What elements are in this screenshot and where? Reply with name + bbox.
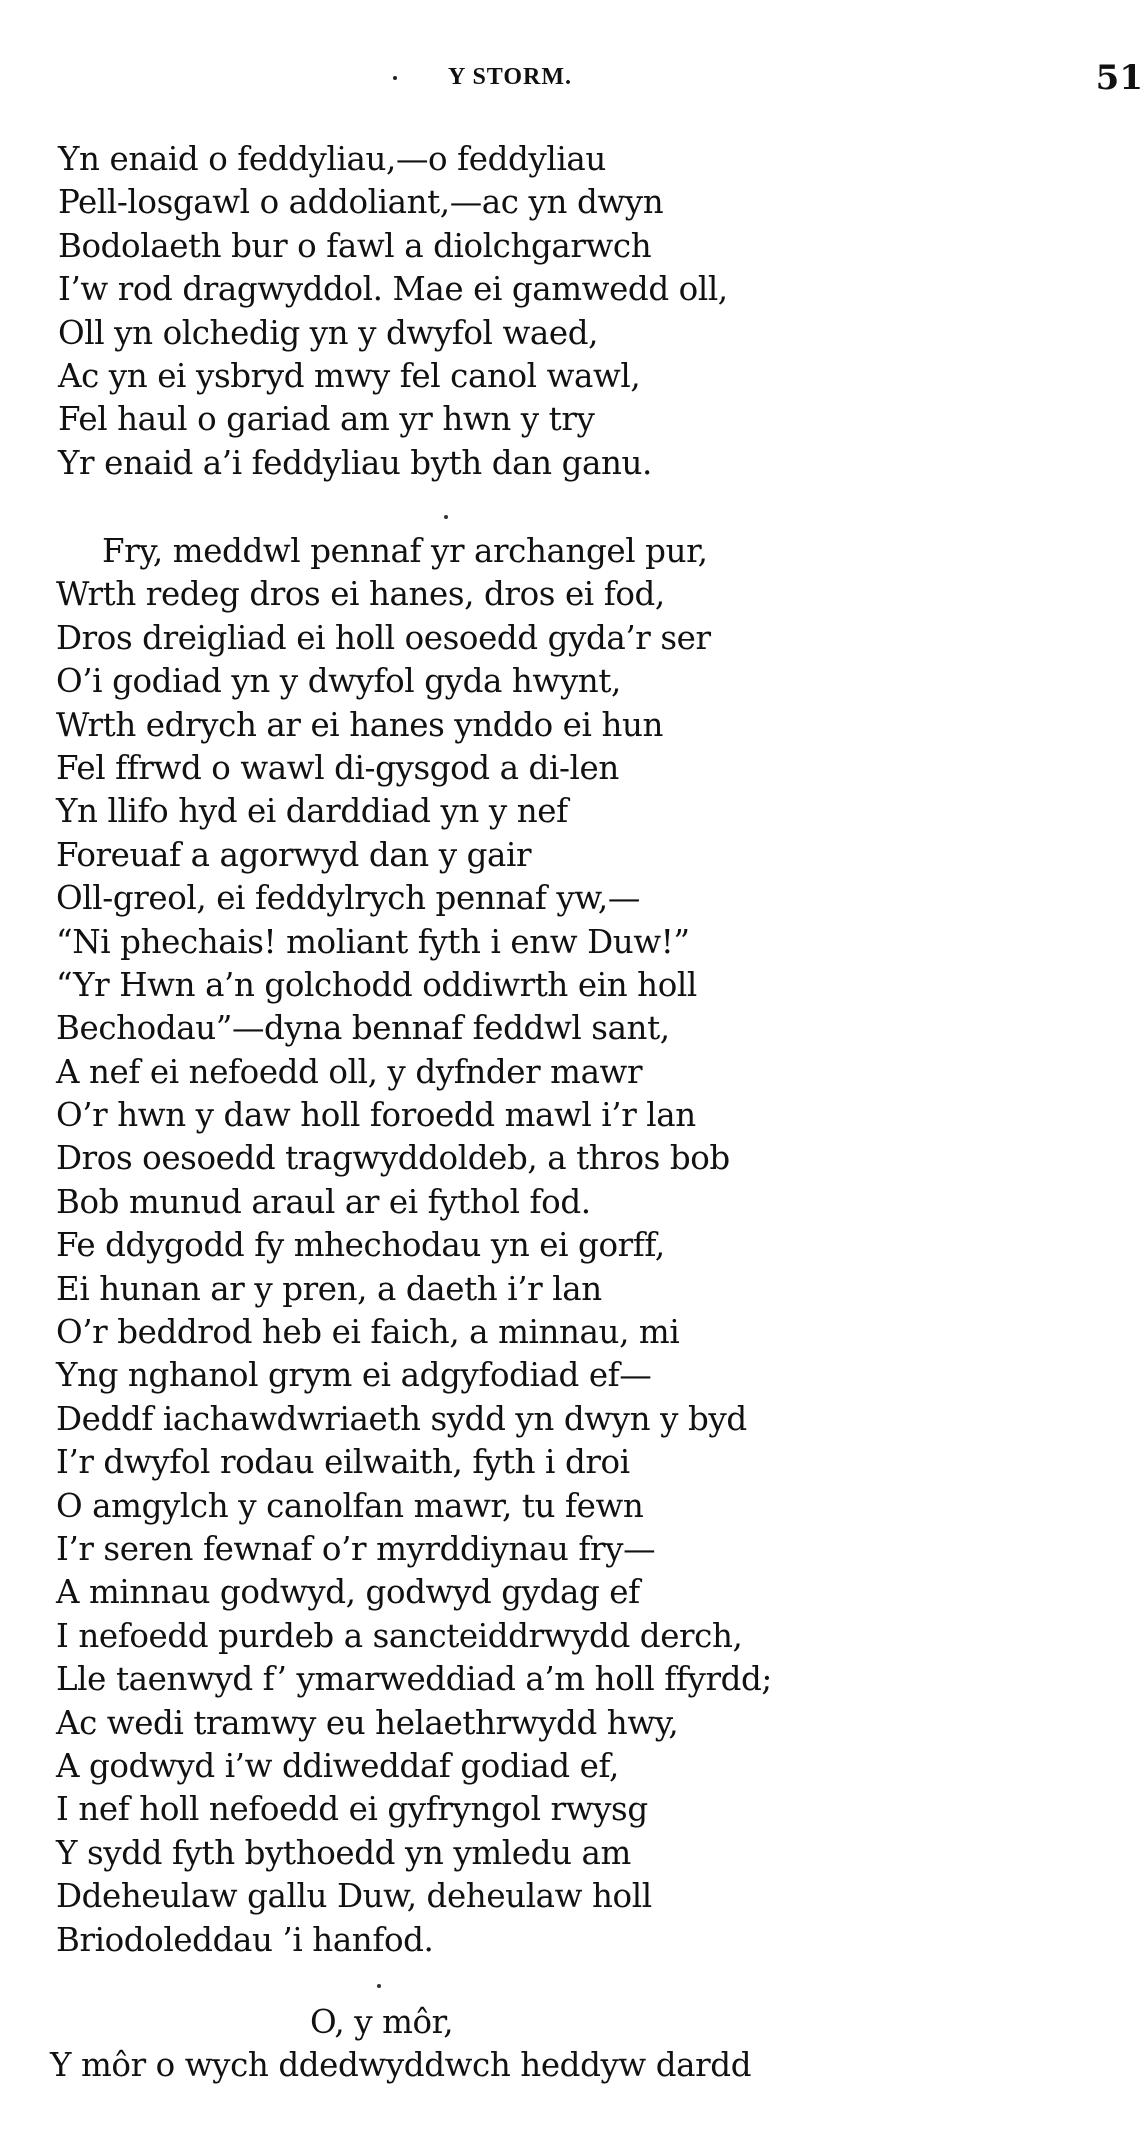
verse-line: “Yr Hwn a’n golchodd oddiwrth ein holl [56,965,697,1004]
stanza-3 [50,2001,751,2088]
verse-line: Wrth edrych ar ei hanes ynddo ei hun [56,705,664,744]
verse-line: Foreuaf a agorwyd dan y gair [56,835,532,874]
verse-line: Ac wedi tramwy eu helaethrwydd hwy, [56,1703,679,1742]
verse-line: Fry, meddwl pennaf yr archangel pur, [102,532,708,570]
verse-line: Ac yn ei ysbryd mwy fel canol wawl, [58,356,641,395]
verse-line: Ei hunan ar y pren, a daeth i’r lan [56,1269,602,1308]
verse-line: Dros dreigliad ei holl oesoedd gyda’r ser [56,618,711,657]
verse-line: I nefoedd purdeb a sancteiddrwydd derch, [56,1616,743,1655]
verse-line: Wrth redeg dros ei hanes, dros ei fod, [56,575,665,614]
header-dot [393,76,397,80]
verse-line: Pell-losgawl o addoliant,—ac yn dwyn [58,183,664,222]
verse-line: Bechodau”—dyna bennaf feddwl sant, [56,1009,670,1048]
verse-line: Briodoleddau ’i hanfod. [56,1920,434,1959]
verse-line: “Ni phechais! moliant fyth i enw Duw!” [56,922,690,961]
verse-line: Deddf iachawdwriaeth sydd yn dwyn y byd [56,1399,747,1438]
verse-line: I’r dwyfol rodau eilwaith, fyth i droi [56,1443,630,1482]
verse-line: O’r hwn y daw holl foroedd mawl i’r lan [56,1096,696,1135]
verse-line: I’w rod dragwyddol. Mae ei gamwedd oll, [58,270,728,309]
verse-line: Ddeheulaw gallu Duw, deheulaw holl [56,1877,652,1916]
verse-line: O’r beddrod heb ei faich, a minnau, mi [56,1313,680,1352]
verse-line: Oll-greol, ei feddylrych pennaf yw,— [56,879,640,918]
verse-line: Yn llifo hyd ei darddiad yn y nef [56,792,568,831]
running-title: Y STORM. [448,64,573,90]
verse-line: I nef holl nefoedd ei gyfryngol rwysg [56,1790,648,1829]
verse-line: Bodolaeth bur o fawl a diolchgarwch [58,226,652,265]
verse-line: Dros oesoedd tragwyddoldeb, a thros bob [56,1139,730,1178]
verse-line: O’i godiad yn y dwyfol gyda hwynt, [56,662,621,701]
verse-line: Oll yn olchedig yn y dwyfol waed, [58,313,599,352]
separator-dot [377,1984,381,1988]
verse-line: Yng nghanol grym ei adgyfodiad ef— [56,1356,652,1395]
verse-line: Lle taenwyd f’ ymarweddiad a’m holl ffyrdd; [56,1660,772,1699]
verse-line: A minnau godwyd, godwyd gydag ef [56,1573,640,1612]
verse-line: Fel ffrwd o wawl di-gysgod a di-len [56,748,619,787]
verse-line: Yn enaid o feddyliau,—o feddyliau [58,140,606,178]
page-header [0,60,1144,100]
verse-line: Fe ddygodd fy mhechodau yn ei gorff, [56,1226,665,1265]
verse-line: Bob munud araul ar ei fythol fod. [56,1182,591,1221]
stanza-2 [56,530,772,1962]
separator-dot [444,515,448,519]
verse-line: I’r seren fewnaf o’r myrddiynau fry— [56,1529,656,1568]
verse-line: Fel haul o gariad am yr hwn y try [58,400,595,439]
page-number: 51 [1095,58,1143,98]
verse-line: Y môr o wych ddedwyddwch heddyw dardd [50,2046,752,2085]
verse-line: O amgylch y canolfan mawr, tu fewn [56,1486,644,1525]
verse-line: O, y môr, [310,2003,454,2041]
verse-line: A nef ei nefoedd oll, y dyfnder mawr [56,1052,643,1091]
stanza-1 [58,138,728,485]
verse-line: Yr enaid a’i feddyliau byth dan ganu. [58,443,652,482]
verse-line: A godwyd i’w ddiweddaf godiad ef, [56,1746,619,1785]
verse-line: Y sydd fyth bythoedd yn ymledu am [56,1833,631,1872]
